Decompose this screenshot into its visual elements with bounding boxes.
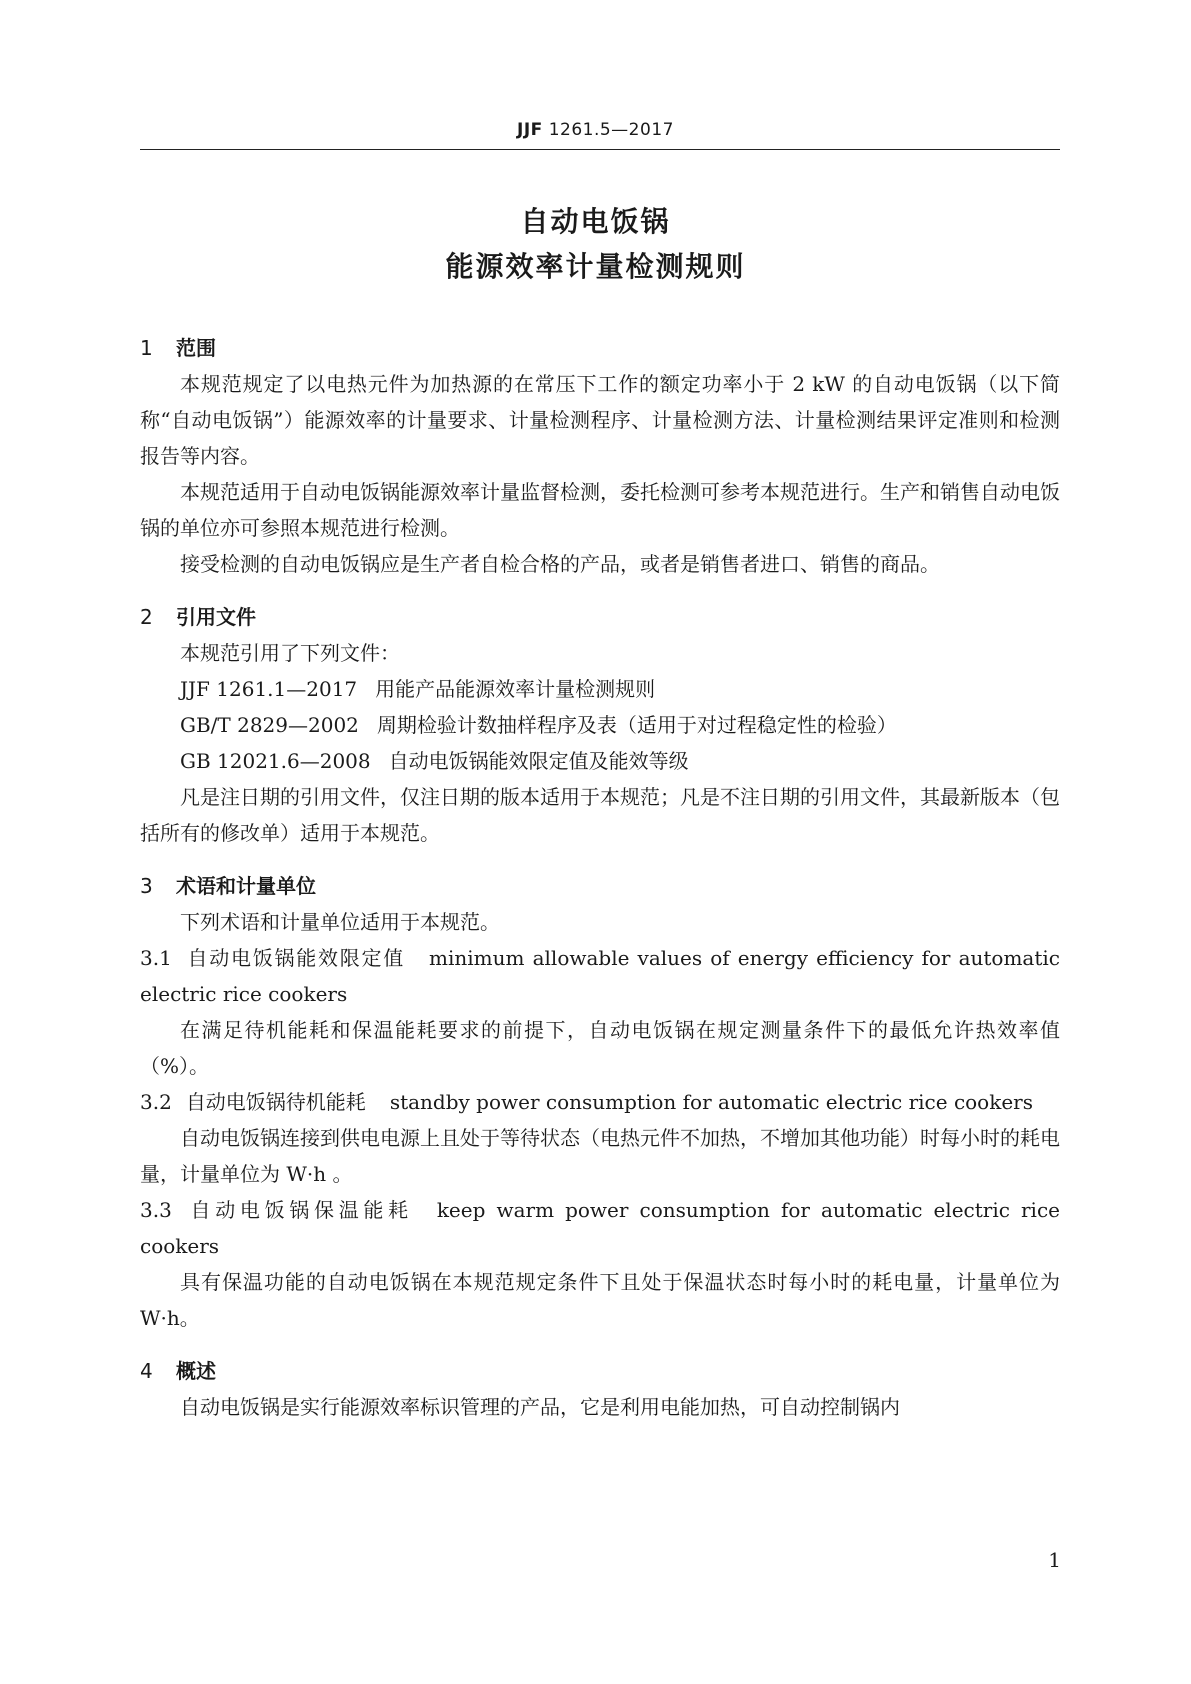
- term-definition: 自动电饭锅连接到供电电源上且处于等待状态（电热元件不加热，不增加其他功能）时每小时的耗电量，计量单位为 W·h 。: [140, 1126, 1060, 1186]
- term-number: 3.2: [140, 1090, 172, 1114]
- document-title-line1: 自动电饭锅: [520, 205, 671, 238]
- term-chinese: 自动电饭锅保温能耗: [185, 1198, 413, 1222]
- document-code-header: [0, 120, 1191, 140]
- reference-item: [140, 671, 1060, 707]
- term-entry: [140, 940, 1060, 1012]
- reference-name: 用能产品能源效率计量检测规则: [375, 677, 656, 701]
- section-title: 范围: [176, 336, 216, 360]
- reference-name: 自动电饭锅能效限定值及能效等级: [388, 749, 689, 773]
- document-title-line2: 能源效率计量检测规则: [445, 250, 746, 283]
- term-english: standby power consumption for automatic electric rice cookers: [389, 1090, 1034, 1114]
- term-entry: [140, 1084, 1060, 1120]
- paragraph: 接受检测的自动电饭锅应是生产者自检合格的产品，或者是销售者进口、销售的商品。: [180, 552, 940, 576]
- term-entry: [140, 1192, 1060, 1264]
- reference-code: JJF 1261.1—2017: [180, 677, 358, 701]
- term-number: 3.1: [140, 946, 172, 970]
- section-number: 1: [140, 336, 153, 360]
- section-title: 引用文件: [176, 605, 256, 629]
- paragraph: 本规范规定了以电热元件为加热源的在常压下工作的额定功率小于 2 kW 的自动电饭锅（以下简称“自动电饭锅”）能源效率的计量要求、计量检测程序、计量检测方法、计量检测结果评定准则和检测报告等内容。: [140, 372, 1060, 468]
- section-heading-terms: [140, 868, 1060, 904]
- term-definition: 具有保温功能的自动电饭锅在本规范规定条件下且处于保温状态时每小时的耗电量，计量单位为 W·h。: [140, 1270, 1060, 1330]
- paragraph: 本规范适用于自动电饭锅能源效率计量监督检测，委托检测可参考本规范进行。生产和销售自动电饭锅的单位亦可参照本规范进行检测。: [140, 480, 1060, 540]
- header-rule: [140, 149, 1060, 150]
- term-chinese: 自动电饭锅能效限定值: [185, 946, 406, 970]
- code-prefix: JJF: [517, 120, 543, 140]
- code-number: 1261.5—2017: [542, 120, 674, 140]
- reference-item: [140, 707, 1060, 743]
- section-number: 4: [140, 1359, 153, 1383]
- section-number: 3: [140, 874, 153, 898]
- section-title: 概述: [176, 1359, 216, 1383]
- reference-item: [140, 743, 1060, 779]
- paragraph: 下列术语和计量单位适用于本规范。: [180, 910, 500, 934]
- section-heading-overview: [140, 1353, 1060, 1389]
- section-number: 2: [140, 605, 153, 629]
- paragraph: 自动电饭锅是实行能源效率标识管理的产品，它是利用电能加热，可自动控制锅内: [180, 1395, 900, 1419]
- section-heading-scope: [140, 330, 1060, 366]
- section-heading-references: [140, 599, 1060, 635]
- term-number: 3.3: [140, 1198, 172, 1222]
- reference-code: GB/T 2829—2002: [180, 713, 359, 737]
- term-english: keep warm power consumption for automatic electric rice cookers: [140, 1198, 1060, 1258]
- paragraph: 凡是注日期的引用文件，仅注日期的版本适用于本规范；凡是不注日期的引用文件，其最新版本（包括所有的修改单）适用于本规范。: [140, 785, 1060, 845]
- term-english: minimum allowable values of energy efficiency for automatic electric rice cookers: [140, 946, 1060, 1006]
- paragraph: 本规范引用了下列文件：: [180, 641, 400, 665]
- reference-code: GB 12021.6—2008: [180, 749, 371, 773]
- term-definition: 在满足待机能耗和保温能耗要求的前提下，自动电饭锅在规定测量条件下的最低允许热效率值（%）。: [140, 1018, 1060, 1078]
- section-title: 术语和计量单位: [176, 874, 316, 898]
- page-number: 1: [1048, 1548, 1061, 1572]
- term-chinese: 自动电饭锅待机能耗: [185, 1090, 366, 1114]
- reference-name: 周期检验计数抽样程序及表（适用于对过程稳定性的检验）: [376, 713, 897, 737]
- document-body: [140, 330, 1060, 1425]
